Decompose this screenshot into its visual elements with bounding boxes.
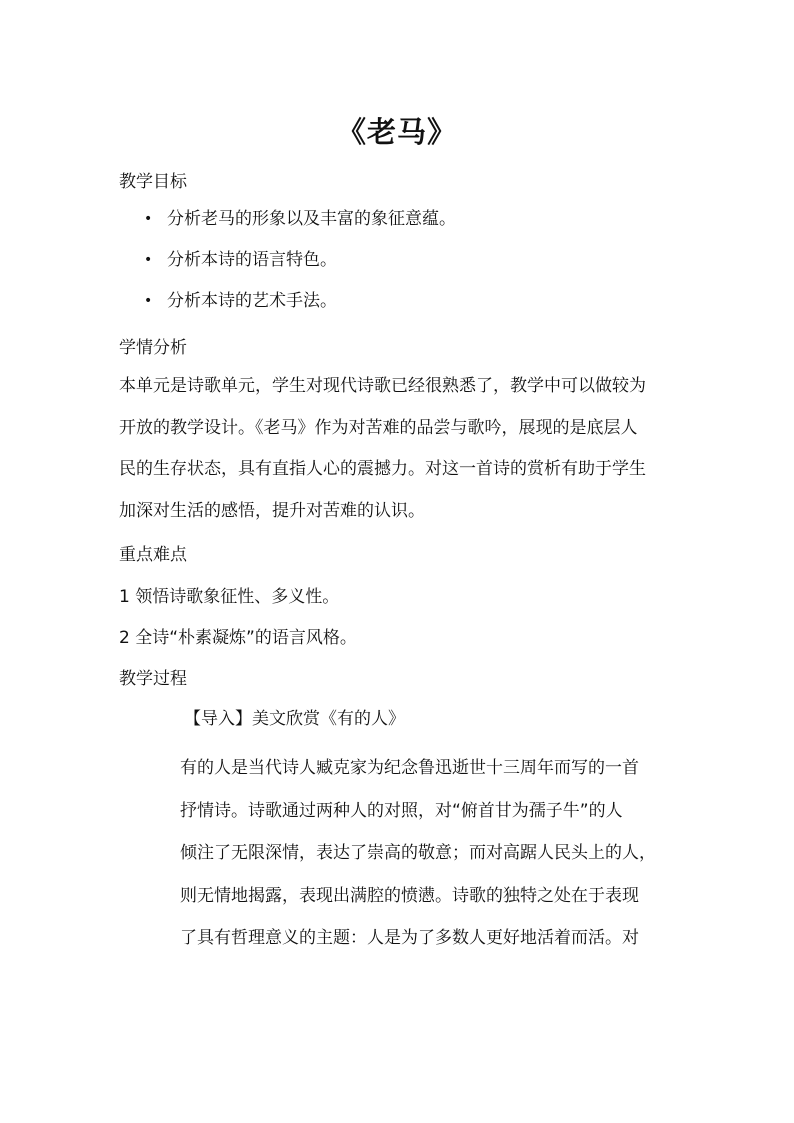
bullet-icon: •	[144, 293, 153, 309]
intro-line: 有的人是当代诗人臧克家为纪念鲁迅逝世十三周年而写的一首	[180, 758, 639, 778]
analysis-line: 民的生存状态，具有直指人心的震撼力。对这一首诗的赏析有助于学生	[119, 459, 646, 479]
intro-line: 了具有哲理意义的主题：人是为了多数人更好地活着而活。对	[180, 928, 639, 948]
intro-block	[180, 705, 690, 960]
key-point-2: 2 全诗“朴素凝炼”的语言风格。	[119, 628, 357, 648]
intro-line: 则无情地揭露，表现出满腔的愤懑。诗歌的独特之处在于表现	[180, 885, 639, 906]
intro-heading: 【导入】美文欣赏《有的人》	[184, 709, 405, 729]
document-title: 《老马》	[336, 115, 457, 149]
intro-line: 倾注了无限深情，表达了崇高的敬意；而对高踞人民头上的人，	[180, 843, 656, 863]
analysis-paragraph	[119, 366, 689, 532]
analysis-line: 本单元是诗歌单元，学生对现代诗歌已经很熟悉了，教学中可以做较为	[119, 376, 646, 396]
intro-line: 抒情诗。诗歌通过两种人的对照，对“俯首甘为孺子牛”的人	[180, 800, 623, 821]
goal-text: 分析本诗的艺术手法。	[167, 291, 337, 311]
analysis-heading: 学情分析	[119, 338, 187, 358]
key-point-1: 1 领悟诗歌象征性、多义性。	[119, 587, 340, 607]
goal-text: 分析老马的形象以及丰富的象征意蕴。	[167, 209, 456, 229]
process-heading: 教学过程	[119, 669, 187, 689]
bullet-icon: •	[144, 252, 153, 268]
intro-paragraph	[180, 747, 690, 960]
analysis-line: 加深对生活的感悟，提升对苦难的认识。	[119, 500, 425, 521]
goal-text: 分析本诗的语言特色。	[167, 250, 337, 270]
bullet-icon: •	[144, 211, 153, 227]
goals-heading: 教学目标	[119, 172, 187, 192]
analysis-line: 开放的教学设计。《老马》作为对苦难的品尝与歌吟，展现的是底层人	[119, 417, 638, 438]
key-heading: 重点难点	[119, 545, 187, 565]
